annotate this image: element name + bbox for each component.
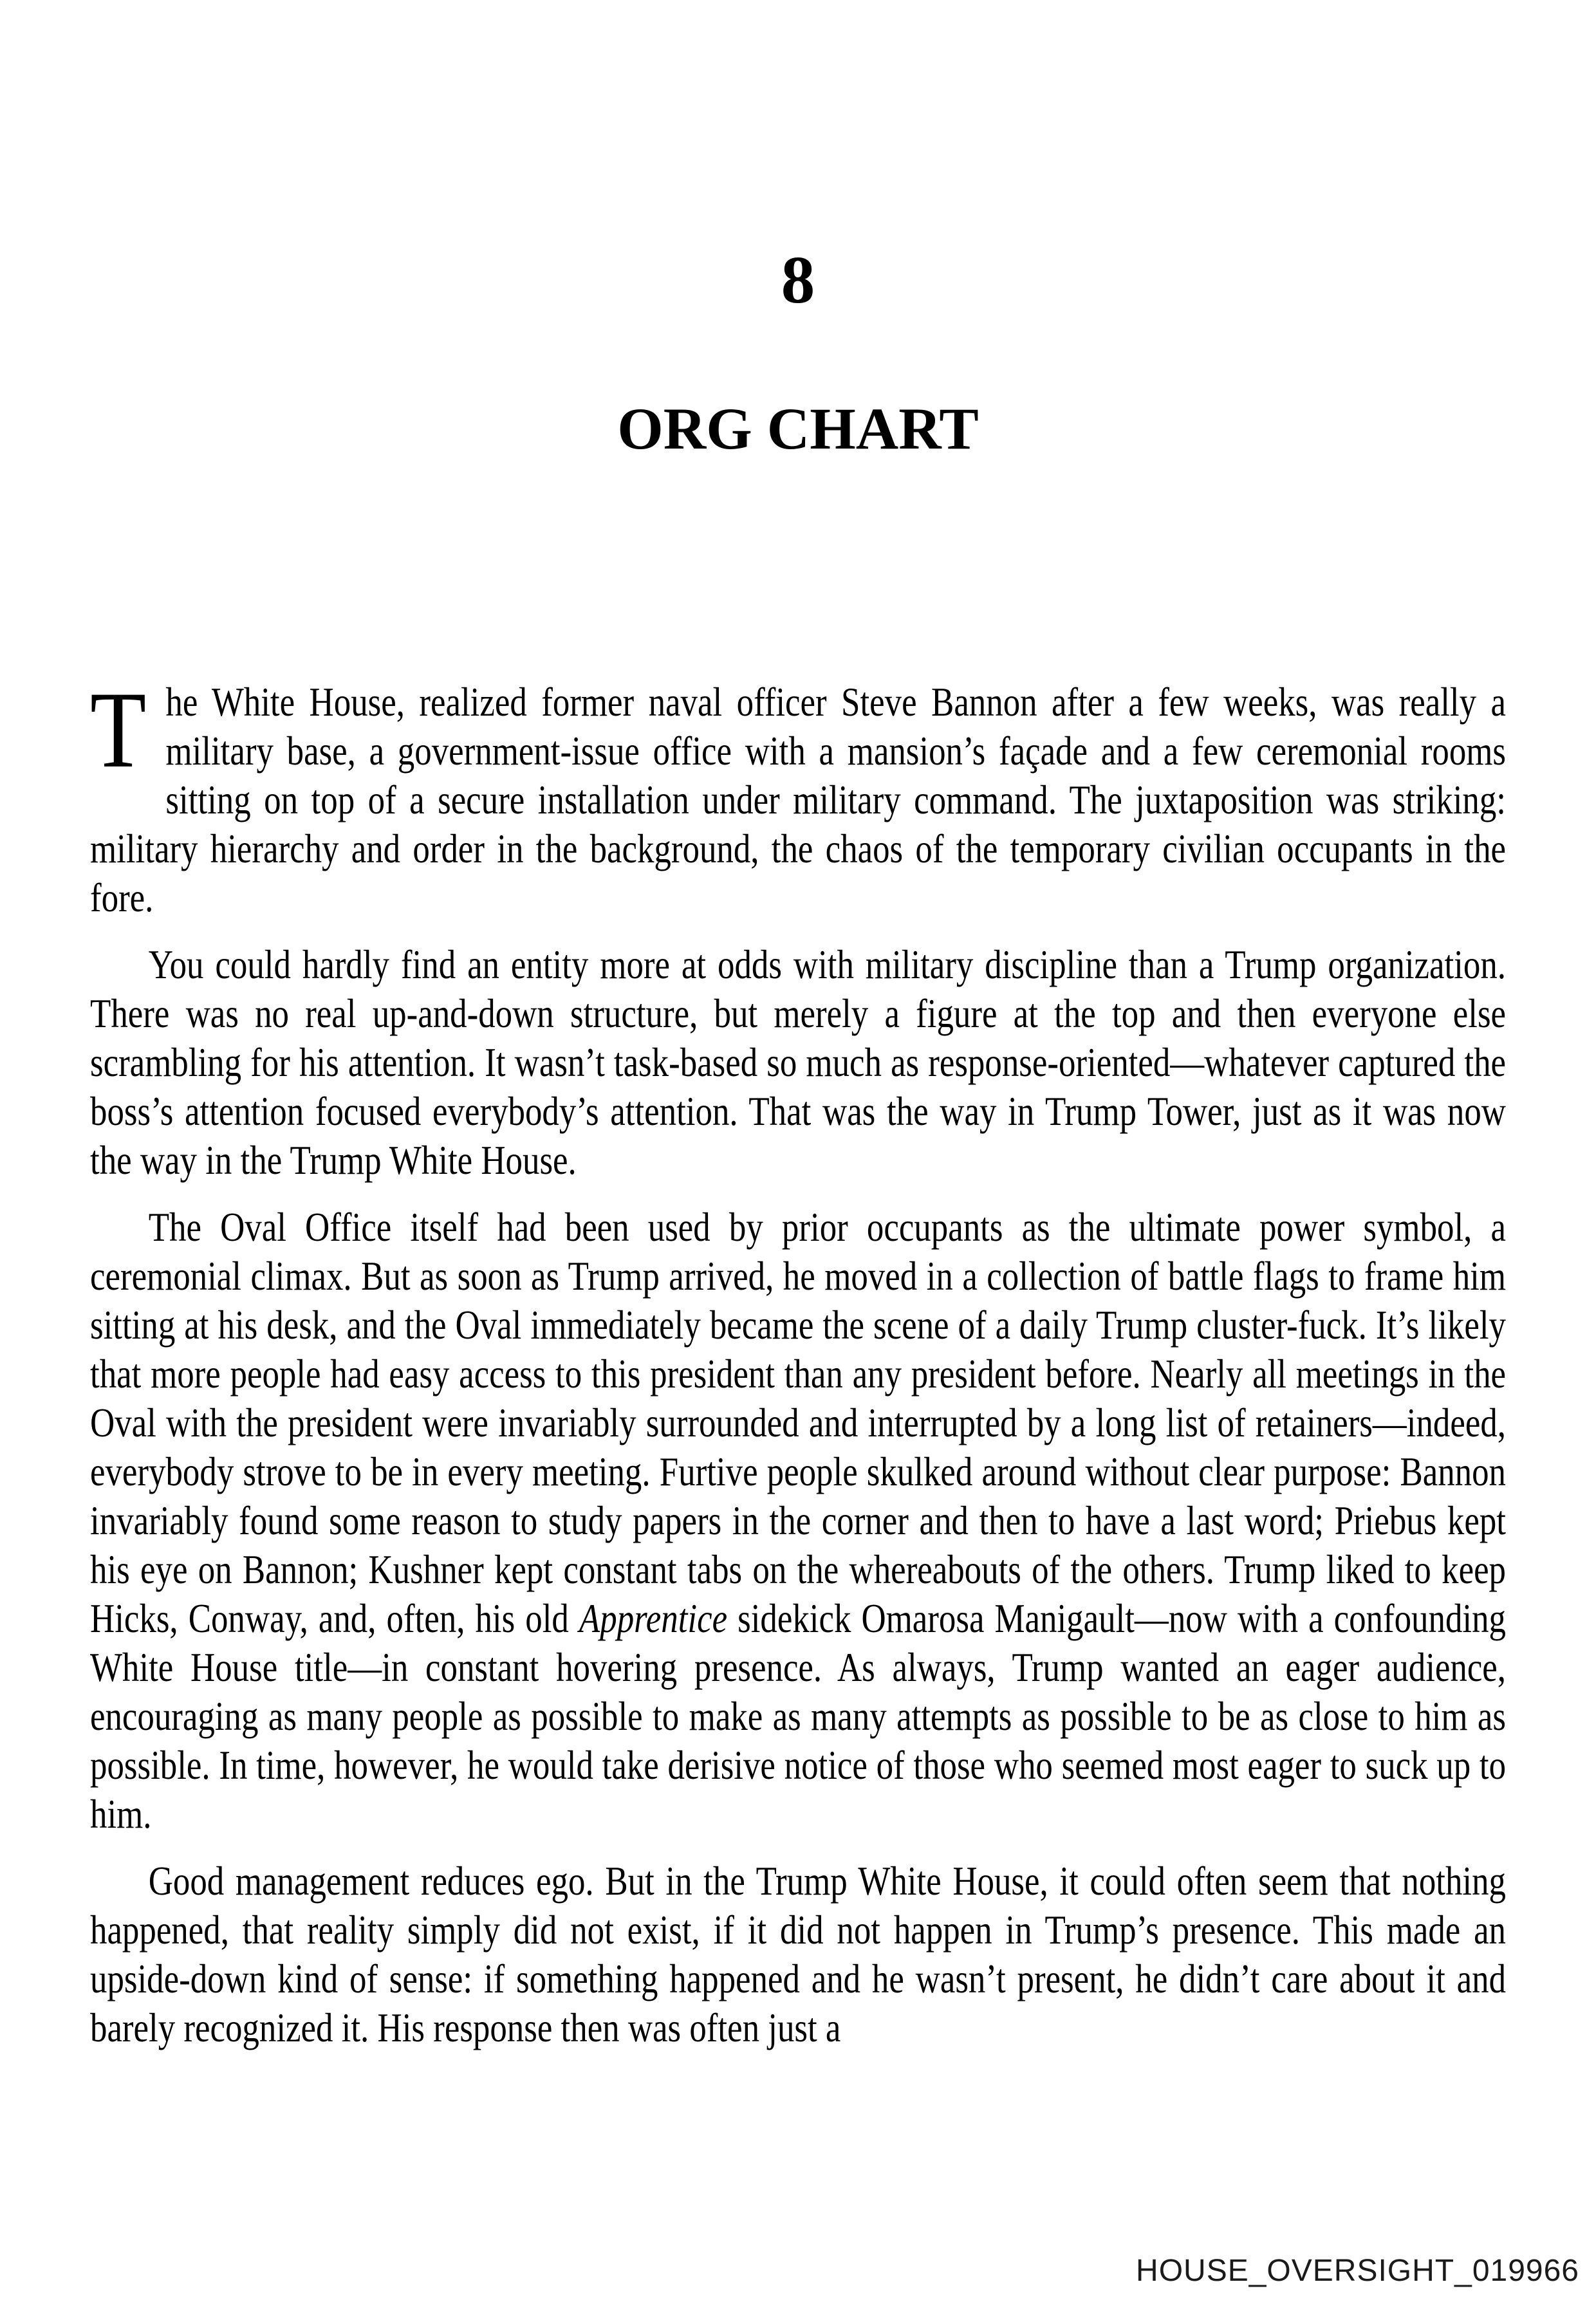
paragraph: Good management reduces ego. But in the Trump White House, it could often seem that nothing happened, that reality simply did not exist, if it did not happen in Trump’s presence. This made an upside-down kind of sense: if something happened and he wasn’t present, he didn’t care about it and barely recognized it. His response then was often just a [90, 1859, 1507, 2050]
italic-text: Apprentice [579, 1596, 728, 1641]
drop-cap: T [90, 669, 147, 790]
bates-number: HOUSE_OVERSIGHT_019966 [1136, 2254, 1579, 2288]
paragraph: You could hardly find an entity more at odds with military discipline than a Trump organization. There was no real up-and-down structure, but merely a figure at the top and then everyone else scrambling for his attention. It wasn’t task-based so much as response-oriented—whatever captured the boss’s attention focused everybody’s attention. That was the way in Trump Tower, just as it was now the way in the Trump White House. [90, 942, 1507, 1183]
chapter-title: ORG CHART [617, 396, 979, 461]
paragraph: The White House, realized former naval officer Steve Bannon after a few weeks, was really a military base, a government-issue office with a mansion’s façade and a few ceremonial rooms sitting on top of a secure installation under military command. The juxtaposition was striking: military hierarchy and order in the background, the chaos of the temporary civilian occupants in the fore. [90, 669, 1507, 920]
body-text [90, 669, 1507, 2070]
paragraph: The Oval Office itself had been used by prior occupants as the ultimate power symbol, a ceremonial climax. But as soon as Trump arrived, he moved in a collection of battle flags to frame him sitting at his desk, and the Oval immediately became the scene of a daily Trump cluster-fuck. It’s likely that more people had easy access to this president than any president before. Nearly all meetings in the Oval with the president were invariably surrounded and interrupted by a long list of retainers—indeed, everybody strove to be in every meeting. Furtive people skulked around without clear purpose: Bannon invariably found some reason to study papers in the corner and then to have a last word; Priebus kept his eye on Bannon; Kushner kept constant tabs on the whereabouts of the others. Trump liked to keep Hicks, Conway, and, often, his old Apprentice sidekick Omarosa Manigault—now with a confounding White House title—in constant hovering presence. As always, Trump wanted an eager audience, encouraging as many people as possible to make as many attempts as possible to be as close to him as possible. In time, however, he would take derisive notice of those who seemed most eager to suck up to him. [90, 1205, 1507, 1837]
chapter-number: 8 [781, 242, 815, 317]
